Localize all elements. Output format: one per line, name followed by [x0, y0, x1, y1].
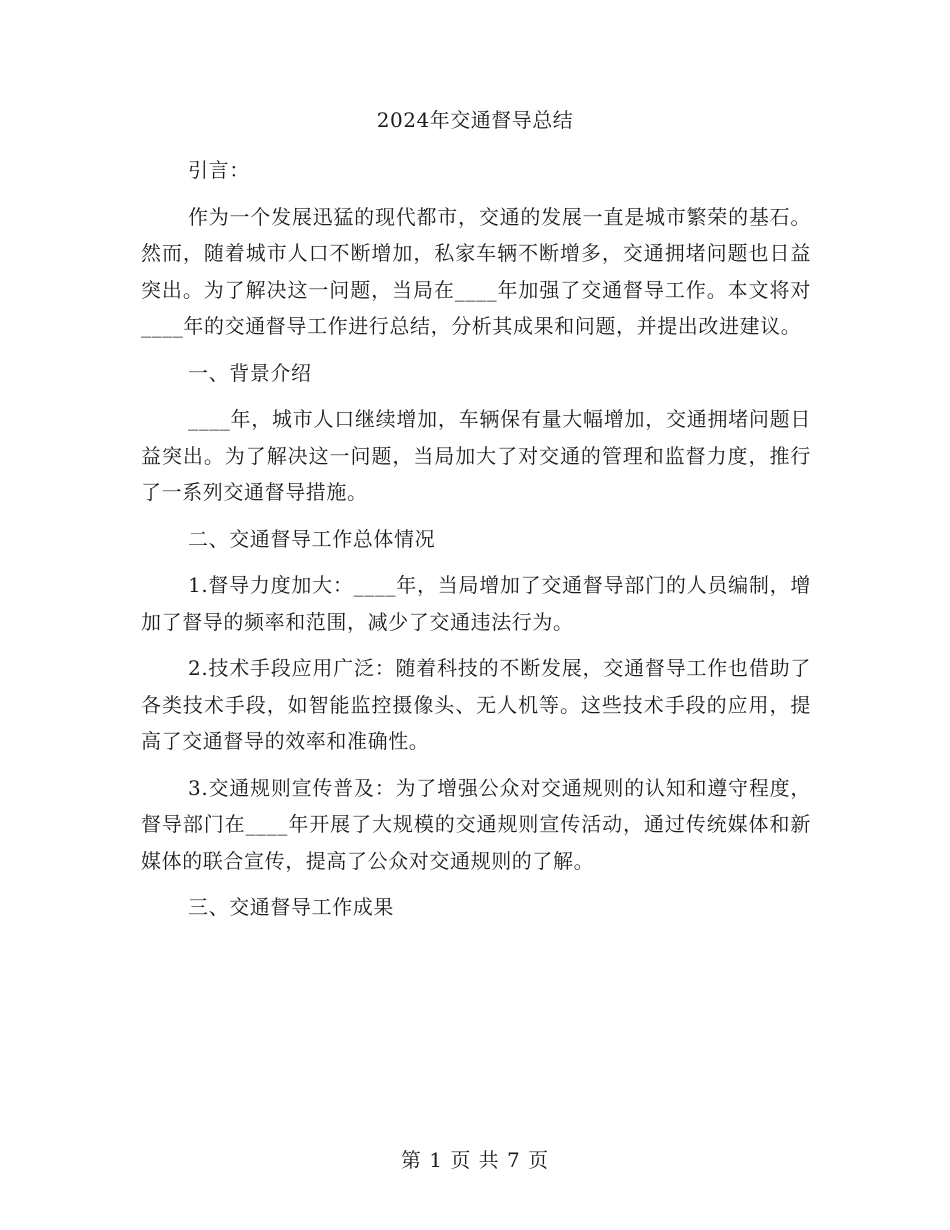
intro-paragraph: 作为一个发展迅猛的现代都市，交通的发展一直是城市繁荣的基石。然而，随着城市人口不断增加，私家车辆不断增多，交通拥堵问题也日益突出。为了解决这一问题，当局在____年加强了交通督导工作。本文将对____年的交通督导工作进行总结，分析其成果和问题，并提出改进建议。	[141, 204, 811, 338]
section-heading-results: 三、交通督导工作成果	[188, 895, 394, 919]
background-paragraph: ____年，城市人口继续增加，车辆保有量大幅增加，交通拥堵问题日益突出。为了解决这一问题，当局加大了对交通的管理和监督力度，推行了一系列交通督导措施。	[141, 407, 811, 504]
page-number-footer: 第 1 页 共 7 页	[400, 1148, 550, 1172]
document-body	[141, 152, 811, 936]
section-heading-background: 一、背景介绍	[188, 360, 312, 385]
overview-item-2: 2.技术手段应用广泛：随着科技的不断发展，交通督导工作也借助了各类技术手段，如智能监控摄像头、无人机等。这些技术手段的应用，提高了交通督导的效率和准确性。	[141, 656, 811, 753]
overview-item-3: 3.交通规则宣传普及：为了增强公众对交通规则的认知和遵守程度，督导部门在____年开展了大规模的交通规则宣传活动，通过传统媒体和新媒体的联合宣传，提高了公众对交通规则的了解。	[141, 775, 811, 873]
document-title: 2024年交通督导总结	[376, 108, 574, 132]
intro-heading: 引言：	[188, 158, 250, 182]
overview-item-1: 1.督导力度加大：____年，当局增加了交通督导部门的人员编制，增加了督导的频率和范围，减少了交通违法行为。	[141, 573, 811, 634]
section-heading-overview: 二、交通督导工作总体情况	[188, 526, 436, 551]
